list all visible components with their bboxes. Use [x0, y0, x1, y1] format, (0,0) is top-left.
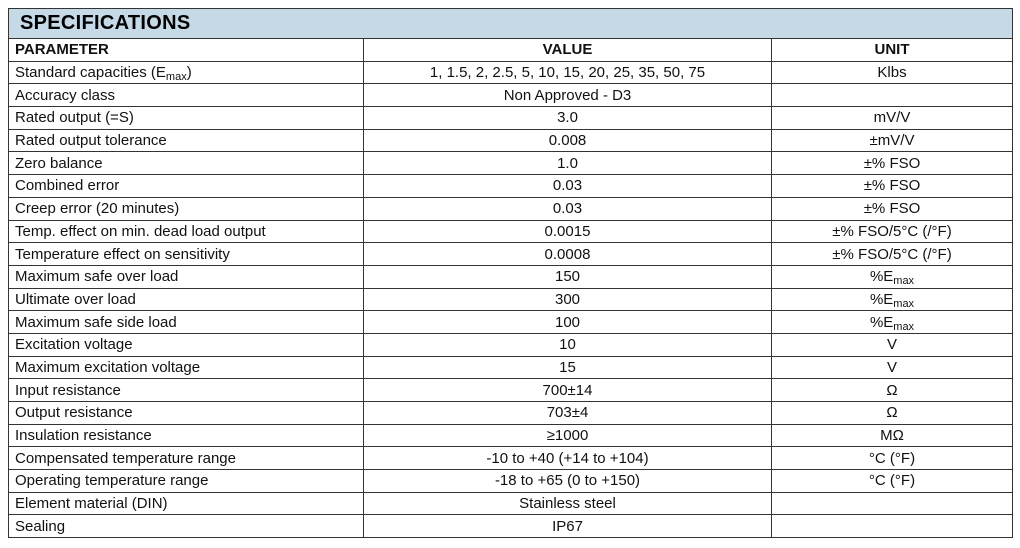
parameter-label: Sealing	[15, 517, 66, 535]
unit-subscript: max	[893, 297, 915, 310]
parameter-label: Accuracy class	[15, 86, 116, 104]
unit-cell	[772, 402, 1013, 425]
unit-label: ±mV/V	[869, 132, 915, 150]
table-title: SPECIFICATIONS	[8, 8, 1013, 38]
value-cell: -10 to +40 (+14 to +104)	[364, 447, 772, 470]
value-cell: 0.03	[364, 197, 772, 220]
table-row	[9, 333, 1013, 356]
table-row	[9, 107, 1013, 130]
specifications-table-container	[8, 8, 1013, 538]
parameter-label: Output resistance	[15, 404, 133, 422]
value-cell: Stainless steel	[364, 492, 772, 515]
table-row	[9, 243, 1013, 266]
value-cell: ≥1000	[364, 424, 772, 447]
parameter-suffix: )	[186, 64, 192, 82]
header-value: VALUE	[364, 39, 772, 62]
unit-label: ±% FSO/5°C (/°F)	[832, 245, 952, 263]
table-row	[9, 265, 1013, 288]
table-row	[9, 492, 1013, 515]
table-row	[9, 84, 1013, 107]
unit-cell	[772, 356, 1013, 379]
unit-label: V	[886, 336, 897, 354]
parameter-cell	[9, 220, 364, 243]
value-cell: 700±14	[364, 379, 772, 402]
parameter-label: Standard capacities (E	[15, 64, 166, 82]
value-cell: 0.0008	[364, 243, 772, 266]
table-row	[9, 152, 1013, 175]
unit-label: V	[886, 358, 897, 376]
unit-subscript: max	[893, 275, 915, 288]
parameter-cell	[9, 402, 364, 425]
table-row	[9, 356, 1013, 379]
parameter-cell	[9, 265, 364, 288]
unit-cell	[772, 424, 1013, 447]
parameter-cell	[9, 515, 364, 538]
value-cell: 3.0	[364, 107, 772, 130]
unit-cell	[772, 197, 1013, 220]
parameter-label: Compensated temperature range	[15, 449, 236, 467]
table-body	[9, 61, 1013, 537]
table-row	[9, 470, 1013, 493]
parameter-label: Excitation voltage	[15, 336, 133, 354]
parameter-cell	[9, 175, 364, 198]
parameter-cell	[9, 152, 364, 175]
parameter-label: Creep error (20 minutes)	[15, 200, 180, 218]
value-cell: 1.0	[364, 152, 772, 175]
table-row	[9, 197, 1013, 220]
specifications-table	[8, 38, 1013, 538]
unit-label: Ω	[886, 404, 898, 422]
unit-label: °C (°F)	[868, 472, 916, 490]
value-cell: 100	[364, 311, 772, 334]
value-cell: IP67	[364, 515, 772, 538]
unit-label: MΩ	[880, 427, 904, 445]
parameter-label: Maximum safe over load	[15, 268, 179, 286]
unit-cell	[772, 107, 1013, 130]
parameter-label: Zero balance	[15, 154, 103, 172]
unit-subscript: max	[893, 320, 915, 333]
value-cell: 300	[364, 288, 772, 311]
table-row	[9, 288, 1013, 311]
unit-cell	[772, 311, 1013, 334]
parameter-cell	[9, 447, 364, 470]
value-cell: Non Approved - D3	[364, 84, 772, 107]
parameter-cell	[9, 470, 364, 493]
value-cell: 0.008	[364, 129, 772, 152]
parameter-label: Rated output (=S)	[15, 109, 134, 127]
parameter-label: Maximum excitation voltage	[15, 358, 201, 376]
unit-label: %E	[869, 313, 894, 331]
parameter-cell	[9, 311, 364, 334]
unit-label: Ω	[886, 381, 898, 399]
unit-label: Klbs	[877, 64, 907, 82]
unit-cell	[772, 447, 1013, 470]
unit-label: %E	[869, 268, 894, 286]
table-row	[9, 515, 1013, 538]
unit-cell	[772, 470, 1013, 493]
parameter-label: Ultimate over load	[15, 290, 136, 308]
parameter-subscript: max	[165, 71, 187, 84]
unit-label: ±% FSO	[863, 177, 921, 195]
parameter-cell	[9, 356, 364, 379]
unit-cell	[772, 61, 1013, 84]
parameter-cell	[9, 107, 364, 130]
value-cell: 150	[364, 265, 772, 288]
parameter-cell	[9, 243, 364, 266]
value-cell: 0.0015	[364, 220, 772, 243]
unit-cell	[772, 152, 1013, 175]
unit-label: °C (°F)	[868, 449, 916, 467]
unit-cell	[772, 265, 1013, 288]
value-cell: 1, 1.5, 2, 2.5, 5, 10, 15, 20, 25, 35, 50, 75	[364, 61, 772, 84]
unit-cell	[772, 515, 1013, 538]
table-row	[9, 379, 1013, 402]
unit-label: mV/V	[873, 109, 911, 127]
parameter-cell	[9, 288, 364, 311]
unit-cell	[772, 288, 1013, 311]
parameter-label: Operating temperature range	[15, 472, 209, 490]
parameter-cell	[9, 84, 364, 107]
table-row	[9, 402, 1013, 425]
parameter-cell	[9, 424, 364, 447]
header-row	[9, 39, 1013, 62]
parameter-cell	[9, 492, 364, 515]
table-row	[9, 175, 1013, 198]
value-cell: 15	[364, 356, 772, 379]
unit-cell	[772, 220, 1013, 243]
parameter-label: Combined error	[15, 177, 120, 195]
parameter-cell	[9, 129, 364, 152]
value-cell: 10	[364, 333, 772, 356]
parameter-label: Temp. effect on min. dead load output	[15, 222, 266, 240]
unit-label: ±% FSO	[863, 200, 921, 218]
unit-label: ±% FSO	[863, 154, 921, 172]
parameter-label: Element material (DIN)	[15, 495, 168, 513]
unit-cell	[772, 379, 1013, 402]
table-row	[9, 424, 1013, 447]
parameter-label: Input resistance	[15, 381, 121, 399]
value-cell: 703±4	[364, 402, 772, 425]
header-parameter: PARAMETER	[9, 39, 364, 62]
table-row	[9, 129, 1013, 152]
value-cell: -18 to +65 (0 to +150)	[364, 470, 772, 493]
table-row	[9, 311, 1013, 334]
unit-cell	[772, 129, 1013, 152]
header-unit: UNIT	[772, 39, 1013, 62]
unit-cell	[772, 492, 1013, 515]
parameter-label: Rated output tolerance	[15, 132, 167, 150]
value-cell: 0.03	[364, 175, 772, 198]
table-row	[9, 220, 1013, 243]
parameter-cell	[9, 61, 364, 84]
unit-label: ±% FSO/5°C (/°F)	[832, 222, 952, 240]
unit-cell	[772, 84, 1013, 107]
unit-cell	[772, 333, 1013, 356]
parameter-cell	[9, 333, 364, 356]
unit-label: %E	[869, 290, 894, 308]
parameter-label: Insulation resistance	[15, 427, 152, 445]
parameter-label: Temperature effect on sensitivity	[15, 245, 230, 263]
unit-cell	[772, 243, 1013, 266]
parameter-cell	[9, 197, 364, 220]
table-row	[9, 61, 1013, 84]
unit-cell	[772, 175, 1013, 198]
parameter-cell	[9, 379, 364, 402]
parameter-label: Maximum safe side load	[15, 313, 177, 331]
table-row	[9, 447, 1013, 470]
